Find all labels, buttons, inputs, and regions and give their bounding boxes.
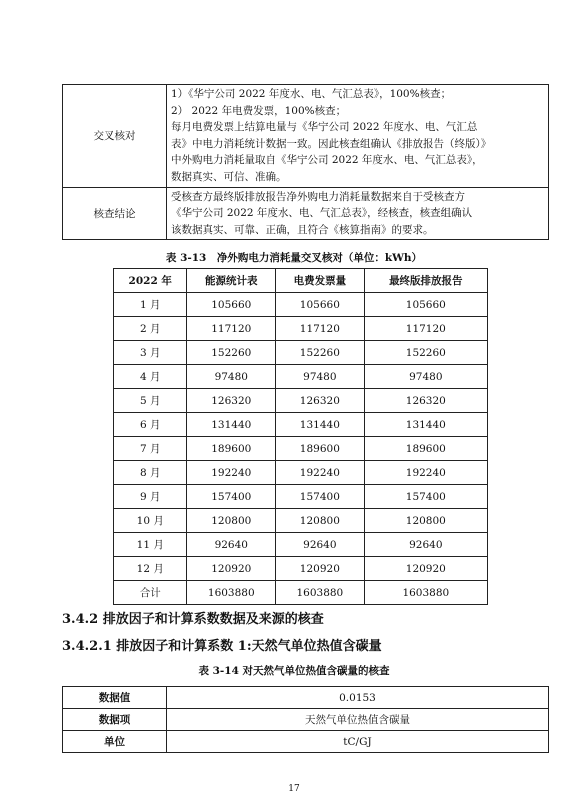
section-heading-3-4-2-1: 3.4.2.1 排放因子和计算系数 1:天然气单位热值含碳量	[62, 639, 382, 654]
text-line: 2） 2022 年电费发票，100%核查；	[171, 104, 347, 117]
total-value-cell: 1603880	[187, 581, 276, 605]
table-row	[114, 461, 488, 485]
month-cell: 3 月	[114, 341, 187, 365]
value-cell: 157400	[364, 485, 487, 509]
text-line: 《华宁公司 2022 年度水、电、气汇总表》，经核查，核查组确认	[171, 207, 473, 220]
row-label: 交叉核对	[63, 85, 167, 188]
value-cell: 152260	[364, 341, 487, 365]
month-cell: 12 月	[114, 557, 187, 581]
table-row	[114, 341, 488, 365]
value-cell: 92640	[187, 533, 276, 557]
month-cell: 8 月	[114, 461, 187, 485]
month-cell: 9 月	[114, 485, 187, 509]
field-value: tC/GJ	[167, 731, 549, 753]
table-row	[114, 509, 488, 533]
month-cell: 6 月	[114, 413, 187, 437]
table-row	[114, 437, 488, 461]
row-label: 核查结论	[63, 187, 167, 240]
month-cell: 11 月	[114, 533, 187, 557]
value-cell: 117120	[276, 317, 365, 341]
value-cell: 192240	[187, 461, 276, 485]
column-header: 电费发票量	[276, 269, 365, 293]
value-cell: 152260	[187, 341, 276, 365]
value-cell: 92640	[276, 533, 365, 557]
value-cell: 120920	[276, 557, 365, 581]
table-row	[114, 533, 488, 557]
month-cell: 10 月	[114, 509, 187, 533]
value-cell: 97480	[364, 365, 487, 389]
table-row	[114, 365, 488, 389]
page-number: 17	[288, 784, 300, 794]
value-cell: 157400	[276, 485, 365, 509]
total-value-cell: 1603880	[276, 581, 365, 605]
value-cell: 105660	[364, 293, 487, 317]
value-cell: 120920	[364, 557, 487, 581]
value-cell: 120800	[364, 509, 487, 533]
value-cell: 131440	[276, 413, 365, 437]
row-content	[167, 85, 549, 188]
table-row	[114, 413, 488, 437]
text-line: 中外购电力消耗量取自《华宁公司 2022 年度水、电、气汇总表》，	[171, 154, 483, 167]
total-value-cell: 1603880	[364, 581, 487, 605]
value-cell: 189600	[276, 437, 365, 461]
text-line: 1）《华宁公司 2022 年度水、电、气汇总表》，100%核查；	[171, 88, 452, 100]
column-header: 2022 年	[114, 269, 187, 293]
table-row	[63, 731, 549, 753]
value-cell: 192240	[276, 461, 365, 485]
value-cell: 126320	[364, 389, 487, 413]
field-label: 数据项	[63, 709, 167, 731]
total-row	[114, 581, 488, 605]
carbon-content-table	[62, 686, 549, 753]
cross-check-table	[62, 84, 549, 240]
table-row	[114, 317, 488, 341]
text-line: 每月电费发票上结算电量与《华宁公司 2022 年度水、电、气汇总	[171, 121, 478, 134]
value-cell: 152260	[276, 341, 365, 365]
conclusion-row	[63, 187, 549, 240]
value-cell: 105660	[187, 293, 276, 317]
table-row	[114, 293, 488, 317]
table-row	[114, 557, 488, 581]
field-value: 0.0153	[167, 687, 549, 709]
table-row	[114, 485, 488, 509]
total-label-cell: 合计	[114, 581, 187, 605]
cross-check-row	[63, 85, 549, 188]
month-cell: 1 月	[114, 293, 187, 317]
text-line: 该数据真实、可靠、正确，且符合《核算指南》的要求。	[171, 223, 434, 236]
value-cell: 126320	[187, 389, 276, 413]
value-cell: 120800	[187, 509, 276, 533]
value-cell: 157400	[187, 485, 276, 509]
column-header: 能源统计表	[187, 269, 276, 293]
section-heading-3-4-2: 3.4.2 排放因子和计算系数数据及来源的核查	[62, 612, 324, 627]
header-row	[114, 269, 488, 293]
text-line: 受核查方最终版排放报告净外购电力消耗量数据来自于受核查方	[171, 190, 465, 203]
value-cell: 97480	[187, 365, 276, 389]
value-cell: 97480	[276, 365, 365, 389]
field-label: 数据值	[63, 687, 167, 709]
value-cell: 92640	[364, 533, 487, 557]
month-cell: 2 月	[114, 317, 187, 341]
month-cell: 7 月	[114, 437, 187, 461]
value-cell: 126320	[276, 389, 365, 413]
table-314-caption: 表 3-14 对天然气单位热值含碳量的核查	[198, 665, 390, 677]
value-cell: 131440	[364, 413, 487, 437]
value-cell: 120920	[187, 557, 276, 581]
value-cell: 105660	[276, 293, 365, 317]
field-value: 天然气单位热值含碳量	[167, 709, 549, 731]
value-cell: 192240	[364, 461, 487, 485]
value-cell: 131440	[187, 413, 276, 437]
table-row	[63, 709, 549, 731]
row-content	[167, 187, 549, 240]
text-line: 数据真实、可信、准确。	[171, 170, 287, 183]
month-cell: 4 月	[114, 365, 187, 389]
column-header: 最终版排放报告	[364, 269, 487, 293]
value-cell: 117120	[187, 317, 276, 341]
value-cell: 120800	[276, 509, 365, 533]
text-line: 表》中电力消耗统计数据一致。因此核查组确认《排放报告（终版）》	[171, 137, 492, 150]
table-313-caption: 表 3-13 净外购电力消耗量交叉核对（单位：kWh）	[165, 252, 423, 264]
value-cell: 117120	[364, 317, 487, 341]
table-row	[114, 389, 488, 413]
value-cell: 189600	[187, 437, 276, 461]
value-cell: 189600	[364, 437, 487, 461]
month-cell: 5 月	[114, 389, 187, 413]
field-label: 单位	[63, 731, 167, 753]
electricity-crosscheck-table	[113, 268, 488, 605]
table-row	[63, 687, 549, 709]
